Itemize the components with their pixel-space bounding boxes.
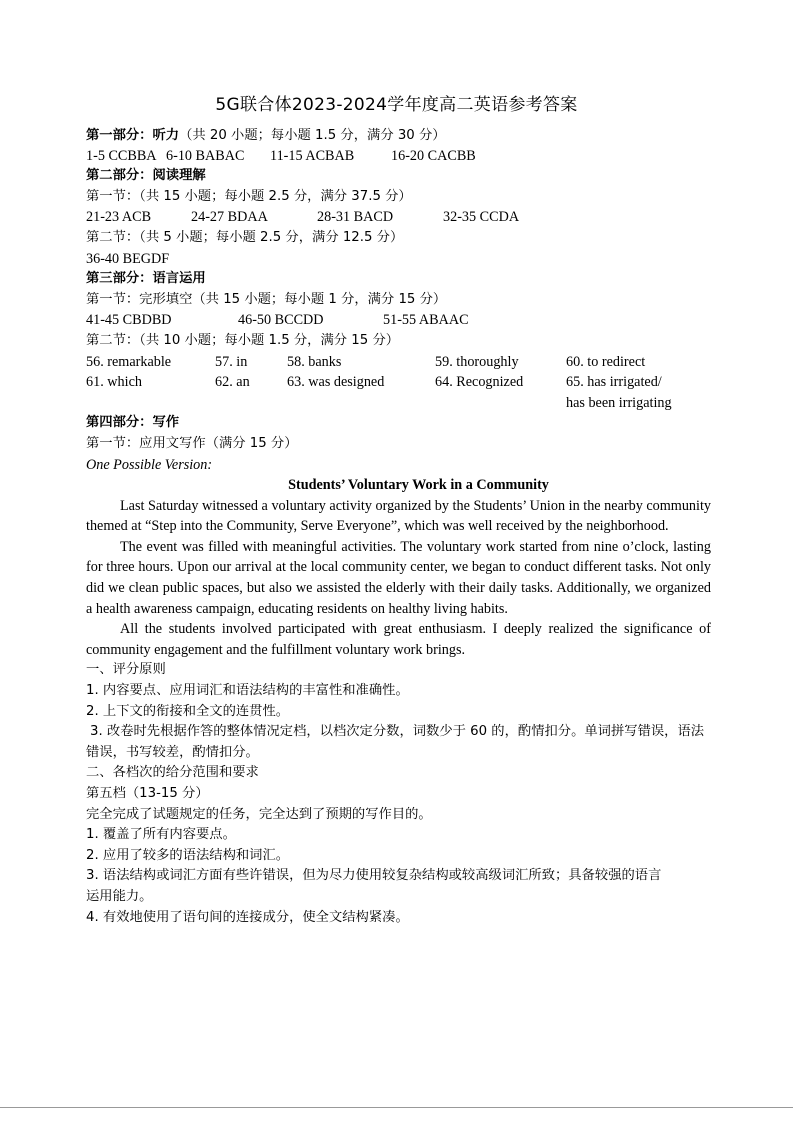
part3-sec2-row2 (86, 372, 711, 393)
part1-note: （共 20 小题；每小题 1.5 分，满分 30 分） (179, 128, 446, 143)
answer-group: 28-31 BACD (317, 209, 394, 226)
answer-item: 60. to redirect (566, 353, 646, 370)
answer-group: 51-55 ABAAC (383, 312, 469, 329)
score-ranges-heading: 二、各档次的给分范围和要求 (86, 765, 259, 781)
answer-group: 41-45 CBDBD (86, 312, 172, 329)
part3-sec2-label: 第二节：（共 10 小题；每小题 1.5 分，满分 15 分） (86, 332, 400, 348)
level-5-criterion-3b: 运用能力。 (86, 888, 153, 904)
answer-item: 64. Recognized (435, 374, 524, 391)
scoring-principles-heading: 一、评分原则 (86, 662, 166, 678)
answer-item: 62. an (215, 374, 250, 391)
level-5-criterion-2: 2. 应用了较多的语法结构和词汇。 (86, 847, 290, 863)
answer-group: 16-20 CACBB (391, 147, 476, 164)
answer-group: 1-5 CCBBA (86, 147, 157, 164)
scoring-principle-2: 2. 上下文的衔接和全文的连贯性。 (86, 703, 290, 719)
page-title: 5G联合体2023-2024学年度高二英语参考答案 (215, 95, 578, 115)
answer-group: 6-10 BABAC (166, 147, 245, 164)
part1-heading: 第一部分：听力 (86, 128, 180, 143)
answer-item: 57. in (215, 353, 248, 370)
part2-sec1-label: 第一节：（共 15 小题；每小题 2.5 分，满分 37.5 分） (86, 188, 412, 204)
level-5-description: 完全完成了试题规定的任务，完全达到了预期的写作目的。 (86, 806, 432, 822)
possible-version-label: One Possible Version: (86, 456, 213, 473)
part1-answers (86, 146, 711, 167)
answer-group: 11-15 ACBAB (270, 147, 355, 164)
answer-group: 32-35 CCDA (443, 209, 520, 226)
essay-paragraph-1: Last Saturday witnessed a voluntary activity organized by the Students’ Union in the nearby community themed at “Step into the Community, Serve Everyone”, which was well received by the neighborhood. (86, 497, 711, 535)
answer-item: 63. was designed (287, 374, 385, 391)
essay-title: Students’ Voluntary Work in a Community (288, 477, 549, 494)
essay-paragraph-3: All the students involved participated with great enthusiasm. I deeply realized the significance of community engagement and the fulfillment voluntary work brings. (86, 621, 711, 658)
answer-item: 56. remarkable (86, 353, 172, 370)
part3-sec1-answers (86, 310, 711, 331)
part4-sec1-label: 第一节：应用文写作（满分 15 分） (86, 435, 298, 451)
level-5-criterion-1: 1. 覆盖了所有内容要点。 (86, 827, 236, 843)
part2-heading: 第二部分：阅读理解 (86, 168, 206, 184)
part3-sec2-row1 (86, 352, 711, 373)
scoring-principle-1: 1. 内容要点、应用词汇和语法结构的丰富性和准确性。 (86, 683, 409, 699)
answer-group: 46-50 BCCDD (238, 312, 324, 329)
document-body (86, 125, 711, 928)
part3-sec2-row3 (86, 393, 711, 414)
essay-paragraph-2: The event was filled with meaningful activities. The voluntary work started from nine o’clock, lasting for three hours. Upon our arrival at the local community center, we began to conduct different tasks. Not only did we clean public spaces, but also we assisted the elderly with their daily tasks. Additionally, we organized a health awareness campaign, educating residents on healthy living habits. (86, 538, 711, 617)
part3-sec1-label: 第一节：完形填空（共 15 小题；每小题 1 分，满分 15 分） (86, 291, 447, 307)
answer-item: 59. thoroughly (435, 353, 519, 370)
page-bottom-rule (0, 1107, 793, 1108)
level-5-criterion-3a: 3. 语法结构或词汇方面有些许错误，但为尽力使用较复杂结构或较高级词汇所致；具备较强的语言 (86, 868, 662, 884)
answer-item: 61. which (86, 374, 142, 391)
answer-item-continued: has been irrigating (566, 394, 672, 411)
level-5-heading: 第五档（13-15 分） (86, 786, 209, 801)
answer-group: 24-27 BDAA (191, 209, 268, 226)
part2-sec1-answers (86, 207, 711, 228)
spacer (86, 393, 566, 414)
part4-heading: 第四部分：写作 (86, 415, 180, 431)
answer-item: 58. banks (287, 353, 342, 370)
scoring-principle-3: 3. 改卷时先根据作答的整体情况定档，以档次定分数，词数少于 60 的，酌情扣分。单词拼写错误，语法错误，书写较差，酌情扣分。 (86, 724, 705, 760)
part2-sec2-label: 第二节：（共 5 小题；每小题 2.5 分，满分 12.5 分） (86, 229, 404, 245)
part1-header (86, 125, 711, 146)
answer-item: 65. has irrigated/ (566, 374, 662, 391)
answer-group: 21-23 ACB (86, 209, 152, 226)
level-5-criterion-4: 4. 有效地使用了语句间的连接成分，使全文结构紧凑。 (86, 909, 409, 925)
part2-sec2-answers: 36-40 BEGDF (86, 250, 170, 267)
part3-heading: 第三部分：语言运用 (86, 271, 206, 287)
